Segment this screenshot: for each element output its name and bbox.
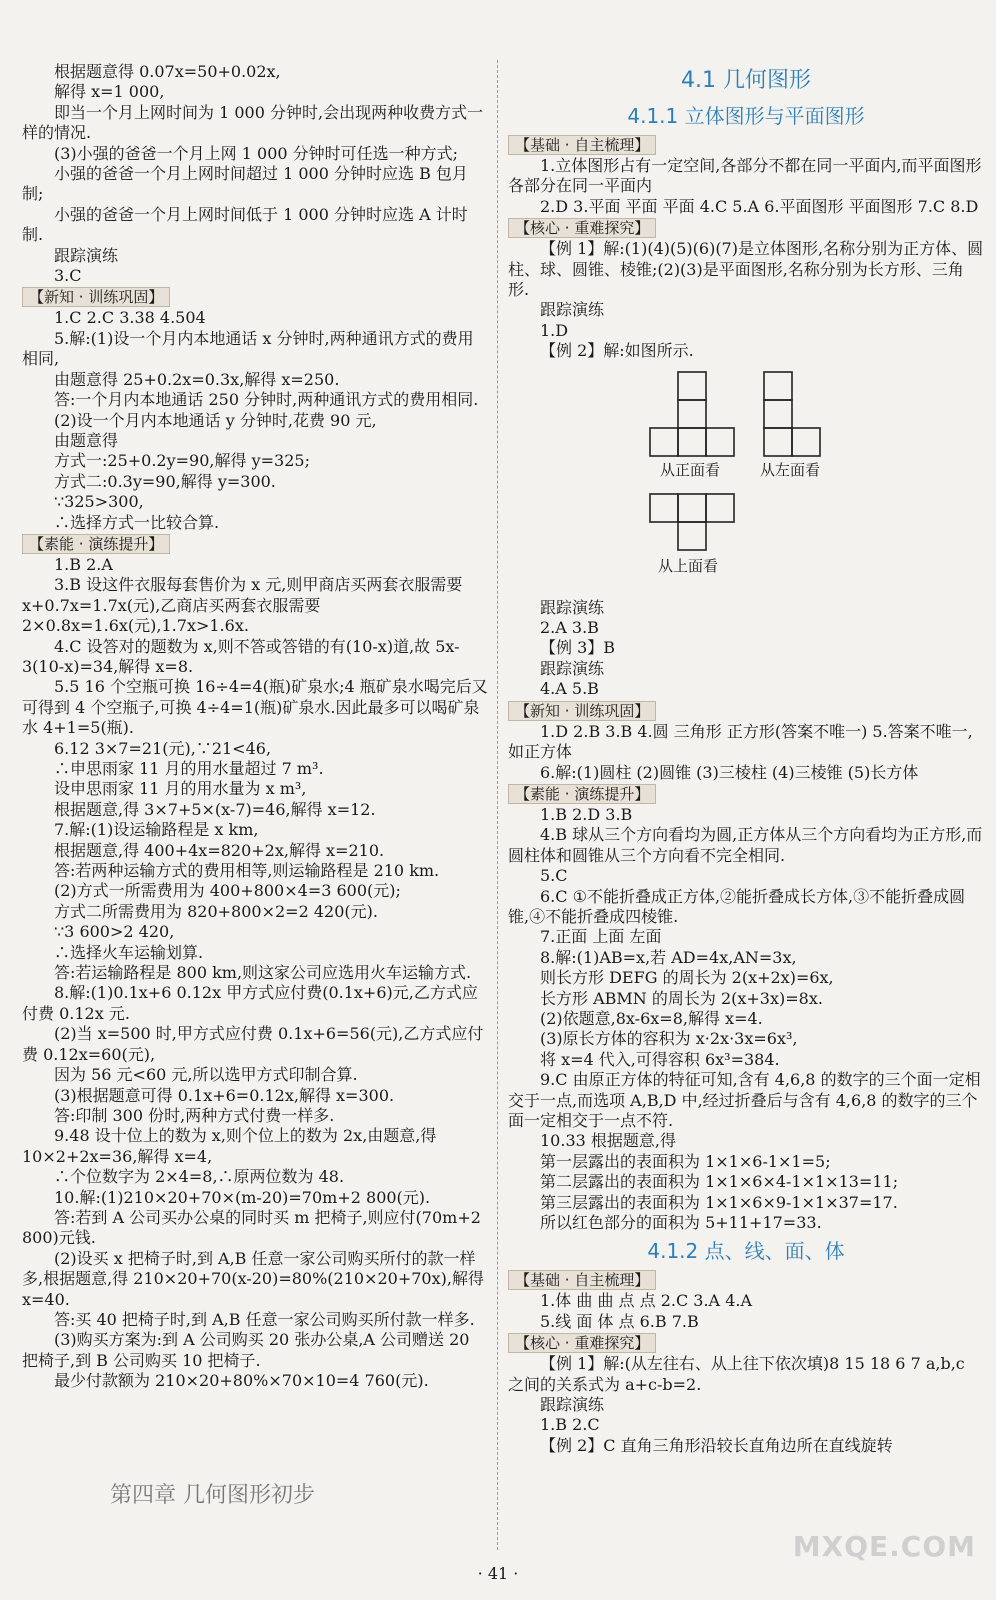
text-line: (2)方式一所需费用为 400+800×4=3 600(元); xyxy=(54,881,401,901)
text-line: 1.立体图形占有一定空间,各部分不都在同一平面内,而平面图形各部分在同一平面内 xyxy=(508,156,982,196)
text-line: (2)依题意,8x-6x=8,解得 x=4. xyxy=(540,1008,763,1028)
text-line: ∴个位数字为 2×4=8,∴原两位数为 48. xyxy=(54,1167,345,1187)
section-tag: 【 基础 · 自主梳理 】 xyxy=(508,135,656,155)
text-line: 第一层露出的表面积为 1×1×6-1×1=5; xyxy=(540,1151,831,1171)
text-line: 跟踪演练 xyxy=(540,597,605,617)
text-line: 答:若到 A 公司买办公桌的同时买 m 把椅子,则应付(70m+2 800)元钱. xyxy=(22,1207,481,1248)
text-line: 答:印制 300 份时,两种方式付费一样多. xyxy=(54,1105,335,1125)
text-line: (3)购买方案为:到 A 公司购买 20 张办公桌,A 公司赠送 20 把椅子,到 B 公司购买 10 把椅子. xyxy=(22,1330,470,1370)
text-line: 第三层露出的表面积为 1×1×6×9-1×1×37=17. xyxy=(540,1192,898,1212)
text-line: (3)根据题意可得 0.1x+6=0.12x,解得 x=300. xyxy=(54,1085,395,1105)
text-line: 长方形 ABMN 的周长为 2(x+3x)=8x. xyxy=(540,988,823,1008)
section-tag: 【 核心 · 重难探究 】 xyxy=(508,218,656,238)
text-line: (2)设买 x 把椅子时,到 A,B 任意一家公司购买所付的款一样多,根据题意,得 210×20+70(x-20)=80%(210×20+70x),解得 x=40. xyxy=(22,1248,484,1309)
text-line: 答:一个月内本地通话 250 分钟时,两种通讯方式的费用相同. xyxy=(54,390,479,410)
text-line: 方式二:0.3y=90,解得 y=300. xyxy=(54,471,276,491)
text-line: 小强的爸爸一个月上网时间超过 1 000 分钟时应选 B 包月制; xyxy=(22,164,468,204)
text-line: 1.B 2.A xyxy=(54,554,113,574)
text-line: 1.D 2.B 3.B 4.圆 三角形 正方形(答案不唯一) 5.答案不唯一,如正方体 xyxy=(508,721,973,762)
front-view-caption: 从正面看 xyxy=(660,460,721,479)
column-divider xyxy=(497,60,499,1550)
text-line: 4.B 球从三个方向看均为圆,正方体从三个方向看均为正方形,而圆柱体和圆锥从三个方向看不完全相同. xyxy=(508,825,983,865)
section-heading: 4.1.2 点、线、面、体 xyxy=(647,1239,845,1264)
text-line: 4.A 5.B xyxy=(540,679,599,699)
text-line: 3.B 设这件衣服每套售价为 x 元,则甲商店买两套衣服需要 x+0.7x=1.7x(元),乙商店买两套衣服需要 2×0.8x=1.6x(元),1.7x>1.6x. xyxy=(22,575,463,636)
text-line: 6.C ①不能折叠成正方体,②能折叠成长方体,③不能折叠成圆锥,④不能折叠成四棱锥. xyxy=(508,886,966,926)
section-tag: 【 素能 · 演练提升 】 xyxy=(508,784,656,804)
text-line: ∵3 600>2 420, xyxy=(54,922,175,942)
text-line: 1.体 曲 曲 点 点 2.C 3.A 4.A xyxy=(540,1291,753,1311)
section-heading: 4.1.1 立体图形与平面图形 xyxy=(627,104,865,128)
text-line: 设申思雨家 11 月的用水量为 x m³, xyxy=(54,779,307,799)
text-line: 解得 x=1 000, xyxy=(54,82,165,102)
text-line: 【例 1】解:(从左往右、从上往下依次填)8 15 18 6 7 a,b,c 之间的关系式为 a+c-b=2. xyxy=(508,1354,965,1394)
text-line: (2)设一个月内本地通话 y 分钟时,花费 90 元, xyxy=(54,410,377,430)
text-line: 由题意得 xyxy=(54,430,119,450)
text-line: 方式二所需费用为 820+800×2=2 420(元). xyxy=(54,901,378,921)
text-line: 【例 1】解:(1)(4)(5)(6)(7)是立体图形,名称分别为正方体、圆柱、球、圆锥、棱锥;(2)(3)是平面图形,名称分别为长方形、三角形. xyxy=(508,239,984,300)
text-line: 所以红色部分的面积为 5+11+17=33. xyxy=(540,1213,822,1233)
right-column xyxy=(508,62,984,1456)
text-line: 1.C 2.C 3.38 4.504 xyxy=(54,308,206,328)
text-line: 根据题意得 0.07x=50+0.02x, xyxy=(54,62,281,81)
left-column xyxy=(22,62,488,1392)
views-diagram xyxy=(508,364,984,596)
text-line: ∵325>300, xyxy=(54,492,144,512)
page-number: · 41 · xyxy=(477,1564,519,1583)
top-view-caption: 从上面看 xyxy=(658,556,719,575)
text-line: 第二层露出的表面积为 1×1×6×4-1×1×13=11; xyxy=(540,1172,899,1192)
text-line: 7.解:(1)设运输路程是 x km, xyxy=(54,820,259,840)
section-heading: 4.1 几何图形 xyxy=(681,68,811,93)
text-line: ∴申思雨家 11 月的用水量超过 7 m³. xyxy=(54,759,324,778)
text-line: 7.正面 上面 左面 xyxy=(540,927,662,947)
text-line: 根据题意,得 400+4x=820+2x,解得 x=210. xyxy=(54,840,385,860)
text-line: 9.C 由原正方体的特征可知,含有 4,6,8 的数字的三个面一定相交于一点,而选项 A,B,D 中,经过折叠后与含有 4,6,8 的数字的三个面一定相交于一点不符. xyxy=(508,1070,981,1130)
text-line: 10.33 根据题意,得 xyxy=(540,1131,676,1151)
section-tag: 【 素能 · 演练提升 】 xyxy=(22,534,170,554)
section-tag: 【 新知 · 训练巩固 】 xyxy=(22,287,170,307)
text-line: 跟踪演练 xyxy=(540,300,605,320)
text-line: 2.D 3.平面 平面 平面 4.C 5.A 6.平面图形 平面图形 7.C 8.D xyxy=(540,196,979,216)
text-line: 6.12 3×7=21(元),∵21<46, xyxy=(54,738,272,758)
text-line: (2)当 x=500 时,甲方式应付费 0.1x+6=56(元),乙方式应付费 0.12x=60(元), xyxy=(22,1024,484,1064)
text-line: 跟踪演练 xyxy=(54,245,119,265)
text-line: 即当一个月上网时间为 1 000 分钟时,会出现两种收费方式一样的情况. xyxy=(22,102,484,143)
left-view-caption: 从左面看 xyxy=(760,460,821,479)
text-line: 5.C xyxy=(540,866,568,886)
text-line: 5.解:(1)设一个月内本地通话 x 分钟时,两种通讯方式的费用相同, xyxy=(22,328,474,369)
text-line: (3)原长方体的容积为 x·2x·3x=6x³, xyxy=(540,1029,798,1049)
text-line: ∴选择火车运输划算. xyxy=(54,942,204,962)
text-line: 5.5 16 个空瓶可换 16÷4=4(瓶)矿泉水;4 瓶矿泉水喝完后又可得到 4 个空瓶子,可换 4÷4=1(瓶)矿泉水.因此最多可以喝矿泉水 4+1=5(瓶). xyxy=(22,677,488,738)
text-line: 答:买 40 把椅子时,到 A,B 任意一家公司购买所付款一样多. xyxy=(54,1309,475,1329)
text-line: ∴选择方式一比较合算. xyxy=(54,512,220,532)
text-line: 4.C 设答对的题数为 x,则不答或答错的有(10-x)道,故 5x-3(10-x)=34,解得 x=8. xyxy=(22,636,460,676)
text-line: 【例 2】C 直角三角形沿较长直角边所在直线旋转 xyxy=(540,1435,893,1455)
chapter-footer: 第四章 几何图形初步 xyxy=(110,1483,315,1508)
right-top-block xyxy=(508,64,984,362)
text-line: (3)小强的爸爸一个月上网 1 000 分钟时可任选一种方式; xyxy=(54,143,459,163)
section-tag: 【 新知 · 训练巩固 】 xyxy=(508,701,656,721)
text-line: 将 x=4 代入,可得容积 6x³=384. xyxy=(540,1049,780,1069)
right-bottom-block xyxy=(508,598,984,1457)
text-line: 5.线 面 体 点 6.B 7.B xyxy=(540,1311,699,1331)
text-line: 10.解:(1)210×20+70×(m-20)=70m+2 800(元). xyxy=(54,1187,431,1207)
text-line: 答:若运输路程是 800 km,则这家公司应选用火车运输方式. xyxy=(54,963,472,983)
site-watermark: MXQE.COM xyxy=(792,1530,976,1563)
text-line: 根据题意,得 3×7+5×(x-7)=46,解得 x=12. xyxy=(54,799,376,819)
text-line: 8.解:(1)AB=x,若 AD=4x,AN=3x, xyxy=(540,947,797,967)
text-line: 小强的爸爸一个月上网时间低于 1 000 分钟时应选 A 计时制. xyxy=(22,204,468,245)
text-line: 答:若两种运输方式的费用相等,则运输路程是 210 km. xyxy=(54,861,440,881)
text-line: 2.A 3.B xyxy=(540,618,599,638)
text-line: 因为 56 元<60 元,所以选甲方式印制合算. xyxy=(54,1065,358,1085)
text-line: 【例 3】B xyxy=(540,638,616,658)
text-line: 1.B 2.D 3.B xyxy=(540,804,633,824)
text-line: 1.D xyxy=(540,320,569,340)
text-line: 跟踪演练 xyxy=(540,1395,605,1415)
section-tag: 【 核心 · 重难探究 】 xyxy=(508,1333,656,1353)
section-tag: 【 基础 · 自主梳理 】 xyxy=(508,1270,656,1290)
text-line: 【例 2】解:如图所示. xyxy=(540,341,694,361)
text-line: 6.解:(1)圆柱 (2)圆锥 (3)三棱柱 (4)三棱锥 (5)长方体 xyxy=(540,762,919,782)
text-line: 则长方形 DEFG 的周长为 2(x+2x)=6x, xyxy=(540,968,834,988)
text-line: 最少付款额为 210×20+80%×70×10=4 760(元). xyxy=(54,1371,429,1391)
text-line: 3.C xyxy=(54,266,82,286)
text-line: 1.B 2.C xyxy=(540,1415,600,1435)
text-line: 9.48 设十位上的数为 x,则个位上的数为 2x,由题意,得 10×2+2x=36,解得 x=4, xyxy=(22,1126,437,1166)
text-line: 跟踪演练 xyxy=(540,658,605,678)
text-line: 由题意得 25+0.2x=0.3x,解得 x=250. xyxy=(54,369,340,389)
text-line: 方式一:25+0.2y=90,解得 y=325; xyxy=(54,451,310,471)
text-line: 8.解:(1)0.1x+6 0.12x 甲方式应付费(0.1x+6)元,乙方式应付费 0.12x 元. xyxy=(22,983,478,1023)
three-views-figure xyxy=(508,364,984,596)
